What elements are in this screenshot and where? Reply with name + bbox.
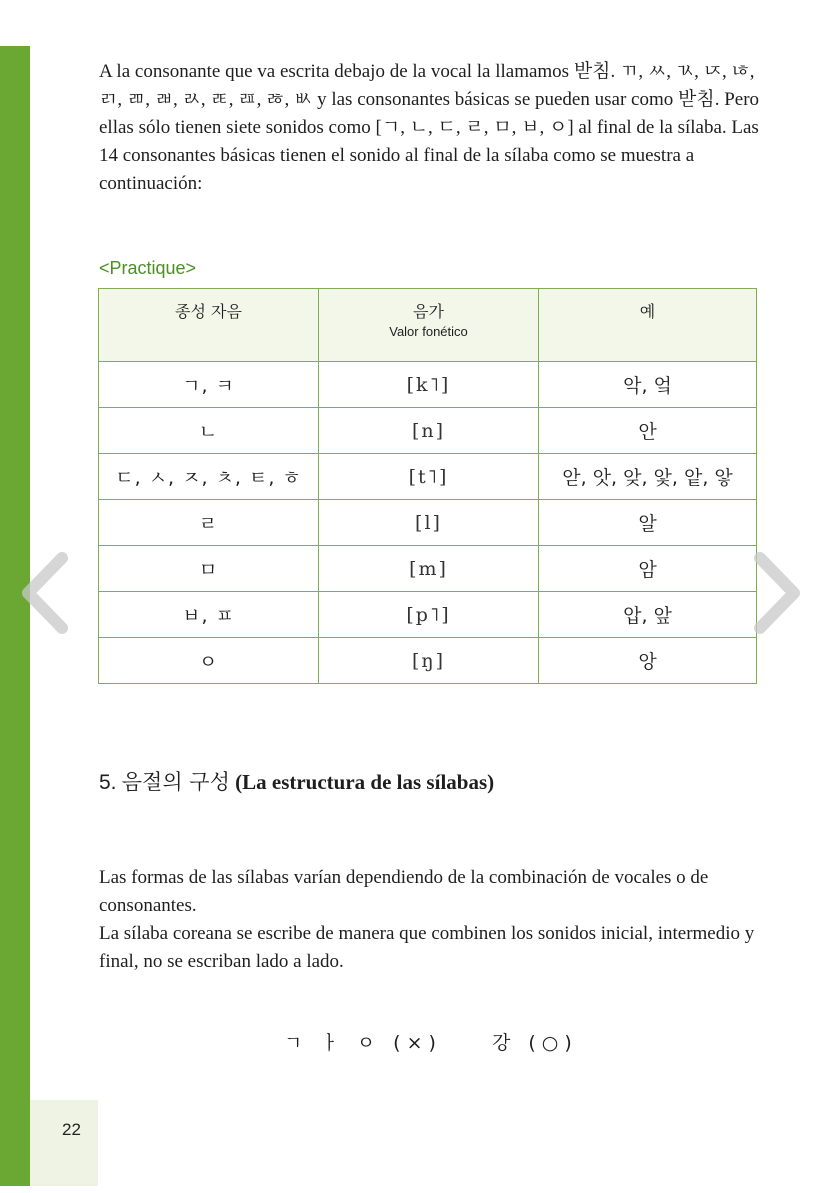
table-row [99, 454, 757, 500]
example-cell: 앋, 앗, 앚, 앛, 앝, 앟 [539, 454, 757, 500]
previous-page-arrow[interactable] [0, 548, 70, 638]
final-consonants-table [98, 288, 757, 684]
phonetic-cell: [t˥] [319, 454, 539, 500]
example-cell: 암 [539, 546, 757, 592]
consonant-cell: ㅂ, ㅍ [99, 592, 319, 638]
chevron-right-icon [752, 548, 822, 638]
consonant-cell: ㄷ, ㅅ, ㅈ, ㅊ, ㅌ, ㅎ [99, 454, 319, 500]
next-page-arrow[interactable] [752, 548, 822, 638]
example-cell: 앙 [539, 638, 757, 684]
phonetic-cell: [n] [319, 408, 539, 454]
example-cell: 안 [539, 408, 757, 454]
practice-label: <Practique> [99, 258, 197, 278]
header-phonetic-sublabel: Valor fonético [389, 324, 468, 339]
section-title-korean: 음절의 구성 [121, 770, 230, 794]
consonant-cell: ㅇ [99, 638, 319, 684]
consonant-cell: ㅁ [99, 546, 319, 592]
page-number-box [30, 1100, 98, 1186]
table-row [99, 362, 757, 408]
table-header-row [99, 289, 757, 362]
example-cell: 알 [539, 500, 757, 546]
header-phonetic-label: 음가 [413, 302, 444, 321]
phonetic-cell: [l] [319, 500, 539, 546]
consonant-cell: ㄱ, ㅋ [99, 362, 319, 408]
phonetic-cell: [m] [319, 546, 539, 592]
incorrect-syllable-example: ㄱ ㅏ ㅇ (×) [284, 1032, 442, 1054]
example-cell: 압, 앞 [539, 592, 757, 638]
header-final-consonant [99, 289, 319, 362]
example-cell: 악, 엌 [539, 362, 757, 408]
header-example-label: 예 [639, 302, 656, 321]
paragraph-line-1: Las formas de las sílabas varían dependiendo de la combinación de vocales o de consonantes. [99, 867, 709, 916]
table-row [99, 500, 757, 546]
section-heading [99, 766, 494, 796]
intro-paragraph: A la consonante que va escrita debajo de la vocal la llamamos 받침. ㄲ, ㅆ, ㄳ, ㄵ, ㄶ, ㄺ, ㄻ, ㄼ, ㄽ, ㄾ, ㄿ, ㅀ, ㅄ y las consonantes básicas se pueden usar como 받침. Pero ellas sólo tienen siete sonidos como [ㄱ, ㄴ, ㄷ, ㄹ, ㅁ, ㅂ, ㅇ] al final de la sílaba. Las 14 consonantes básicas tienen el sonido al final de la sílaba como se muestra a continuación: [99, 61, 760, 194]
table-row [99, 638, 757, 684]
section-number: 5. [99, 771, 117, 794]
syllable-structure-paragraph [99, 864, 769, 976]
chevron-left-icon [0, 548, 70, 638]
consonant-cell: ㄹ [99, 500, 319, 546]
phonetic-cell: [p˥] [319, 592, 539, 638]
paragraph-line-2: La sílaba coreana se escribe de manera que combinen los sonidos inicial, intermedio y final, no se escriban lado a lado. [99, 923, 755, 972]
correct-syllable-example: 강 (○) [492, 1032, 578, 1054]
phonetic-cell: [ŋ] [319, 638, 539, 684]
page-number: 22 [62, 1120, 81, 1139]
section-title-spanish: (La estructura de las sílabas) [235, 770, 495, 794]
header-phonetic-value [319, 289, 539, 362]
table-row [99, 592, 757, 638]
header-final-consonant-label: 종성 자음 [175, 302, 242, 321]
consonant-cell: ㄴ [99, 408, 319, 454]
header-example [539, 289, 757, 362]
table-row [99, 546, 757, 592]
table-row [99, 408, 757, 454]
phonetic-cell: [k˥] [319, 362, 539, 408]
